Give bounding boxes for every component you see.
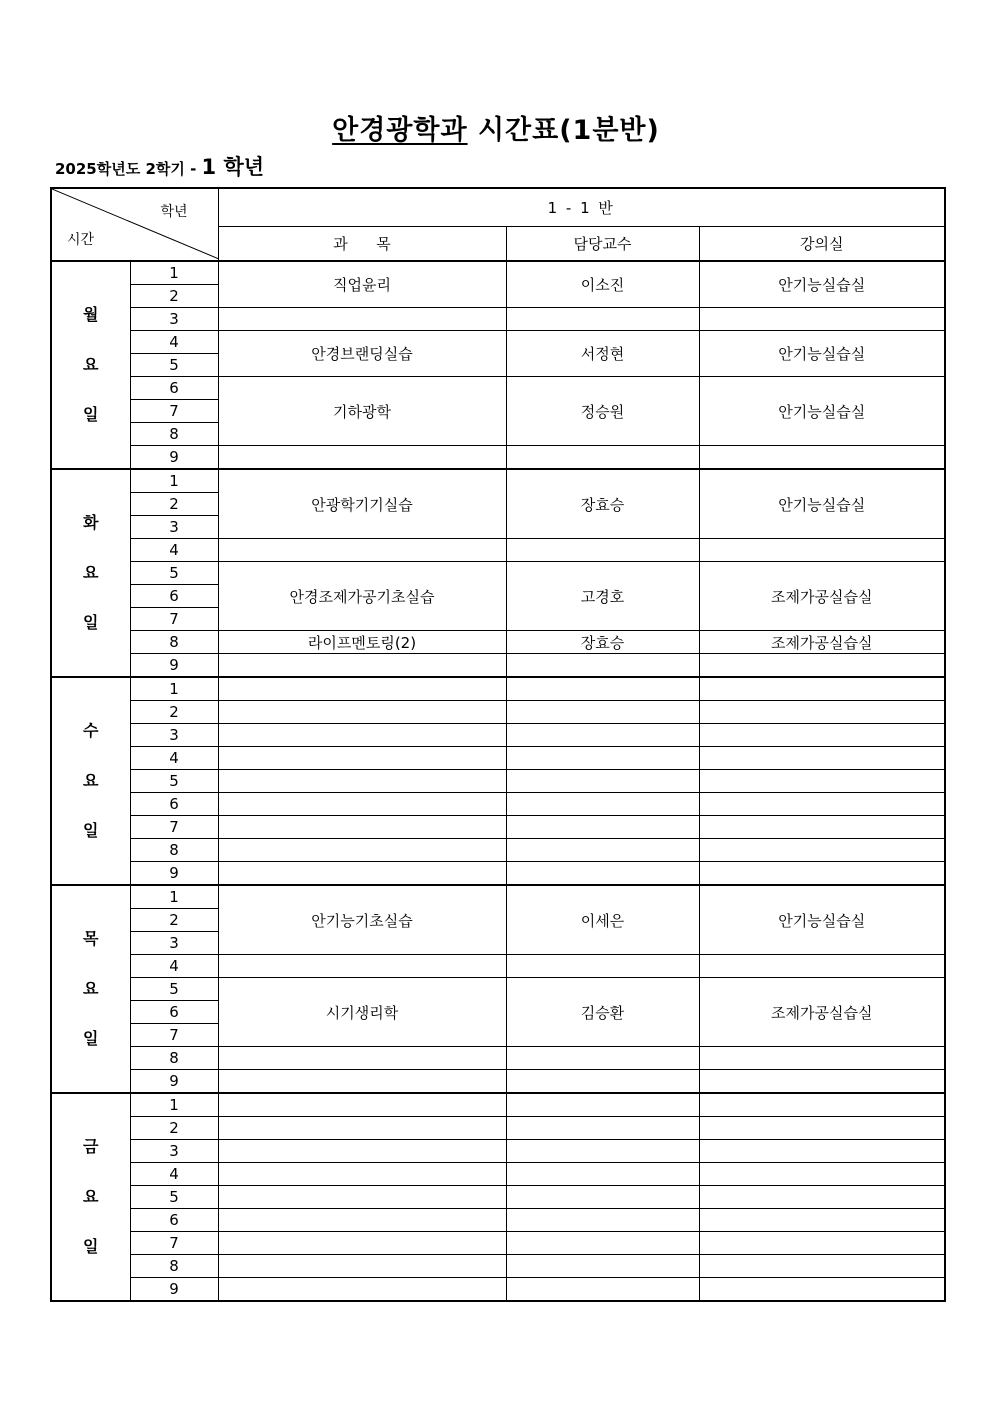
table-row [51, 331, 945, 354]
room-cell [699, 816, 945, 839]
room-cell: 안기능실습실 [699, 331, 945, 377]
day-label [51, 469, 130, 677]
subject-cell [218, 539, 506, 562]
corner-cell [51, 188, 218, 261]
subject-cell: 직업윤리 [218, 261, 506, 308]
subject-cell [218, 816, 506, 839]
professor-cell: 장효승 [506, 631, 699, 654]
timetable [50, 187, 946, 1302]
room-cell [699, 1117, 945, 1140]
subject-cell [218, 1232, 506, 1255]
room-cell [699, 724, 945, 747]
day-char: 월 [83, 305, 99, 324]
day-char: 목 [83, 929, 99, 948]
table-row [51, 1186, 945, 1209]
period-number: 1 [130, 677, 218, 701]
period-number: 3 [130, 308, 218, 331]
professor-cell [506, 862, 699, 886]
professor-cell [506, 1278, 699, 1302]
room-cell [699, 701, 945, 724]
professor-cell [506, 1047, 699, 1070]
room-cell [699, 770, 945, 793]
period-number: 8 [130, 631, 218, 654]
subject-cell [218, 955, 506, 978]
subject-cell: 시기생리학 [218, 978, 506, 1047]
subject-cell [218, 677, 506, 701]
day-char: 요 [83, 771, 99, 790]
room-cell [699, 654, 945, 678]
subject-cell [218, 862, 506, 886]
room-cell [699, 955, 945, 978]
period-number: 3 [130, 932, 218, 955]
corner-grade-label: 학년 [160, 204, 188, 220]
table-row [51, 793, 945, 816]
class-header: 1 - 1 반 [218, 188, 945, 227]
period-number: 2 [130, 493, 218, 516]
period-number: 6 [130, 377, 218, 400]
subject-cell [218, 839, 506, 862]
professor-cell: 김승환 [506, 978, 699, 1047]
subject-column-header: 과 목 [218, 227, 506, 262]
period-number: 8 [130, 1047, 218, 1070]
period-number: 9 [130, 1070, 218, 1094]
period-number: 1 [130, 1093, 218, 1117]
title-rest: 시간표(1분반) [477, 115, 660, 146]
subject-cell [218, 1255, 506, 1278]
professor-cell: 이소진 [506, 261, 699, 308]
period-number: 2 [130, 909, 218, 932]
period-number: 3 [130, 1140, 218, 1163]
professor-cell: 고경호 [506, 562, 699, 631]
table-row [51, 724, 945, 747]
table-row [51, 1047, 945, 1070]
subject-cell [218, 1140, 506, 1163]
room-cell [699, 1093, 945, 1117]
professor-cell [506, 1117, 699, 1140]
day-label [51, 677, 130, 885]
subject-cell [218, 1186, 506, 1209]
subject-cell [218, 1163, 506, 1186]
day-label [51, 885, 130, 1093]
semester-line [55, 151, 264, 181]
day-char: 요 [83, 355, 99, 374]
table-row [51, 701, 945, 724]
subject-cell [218, 724, 506, 747]
table-row [51, 446, 945, 470]
room-cell [699, 1232, 945, 1255]
table-row [51, 261, 945, 285]
professor-cell [506, 308, 699, 331]
room-cell: 안기능실습실 [699, 261, 945, 308]
day-label [51, 1093, 130, 1301]
table-row [51, 1070, 945, 1094]
period-number: 9 [130, 862, 218, 886]
table-row [51, 377, 945, 400]
period-number: 7 [130, 1232, 218, 1255]
room-cell [699, 539, 945, 562]
period-number: 8 [130, 423, 218, 446]
day-char: 금 [83, 1137, 99, 1156]
room-cell: 안기능실습실 [699, 885, 945, 955]
table-row [51, 816, 945, 839]
table-row [51, 654, 945, 678]
day-char: 일 [83, 1237, 99, 1256]
period-number: 9 [130, 654, 218, 678]
period-number: 8 [130, 839, 218, 862]
subject-cell [218, 1278, 506, 1302]
period-number: 9 [130, 446, 218, 470]
professor-cell [506, 1232, 699, 1255]
grade-text: 1 학년 [201, 155, 265, 179]
period-number: 2 [130, 701, 218, 724]
professor-cell [506, 747, 699, 770]
room-cell: 조제가공실습실 [699, 562, 945, 631]
room-cell [699, 446, 945, 470]
table-row [51, 1163, 945, 1186]
period-number: 5 [130, 562, 218, 585]
subject-cell [218, 446, 506, 470]
period-number: 7 [130, 608, 218, 631]
subject-cell: 기하광학 [218, 377, 506, 446]
professor-cell [506, 1093, 699, 1117]
professor-cell: 정승원 [506, 377, 699, 446]
table-row [51, 1093, 945, 1117]
professor-cell [506, 1255, 699, 1278]
room-cell: 조제가공실습실 [699, 631, 945, 654]
table-row [51, 885, 945, 909]
professor-cell [506, 724, 699, 747]
period-number: 3 [130, 724, 218, 747]
day-char: 화 [83, 513, 99, 532]
room-cell [699, 1209, 945, 1232]
subject-cell [218, 308, 506, 331]
table-row [51, 631, 945, 654]
table-row [51, 1255, 945, 1278]
table-row [51, 839, 945, 862]
day-char: 요 [83, 1187, 99, 1206]
room-cell [699, 1278, 945, 1302]
table-row [51, 1209, 945, 1232]
professor-cell [506, 955, 699, 978]
professor-cell: 이세은 [506, 885, 699, 955]
subject-cell [218, 1093, 506, 1117]
table-row [51, 862, 945, 886]
subject-cell [218, 1209, 506, 1232]
period-number: 4 [130, 539, 218, 562]
period-number: 7 [130, 1024, 218, 1047]
period-number: 6 [130, 793, 218, 816]
day-char: 일 [83, 1029, 99, 1048]
period-number: 3 [130, 516, 218, 539]
room-cell [699, 1163, 945, 1186]
period-number: 4 [130, 1163, 218, 1186]
room-cell [699, 1186, 945, 1209]
day-char: 요 [83, 979, 99, 998]
period-number: 7 [130, 816, 218, 839]
page-title [0, 108, 992, 147]
room-column-header: 강의실 [699, 227, 945, 262]
professor-cell: 장효승 [506, 469, 699, 539]
table-row [51, 1232, 945, 1255]
subject-cell: 안경브랜딩실습 [218, 331, 506, 377]
day-label [51, 261, 130, 469]
period-number: 6 [130, 1209, 218, 1232]
subject-cell: 라이프멘토링(2) [218, 631, 506, 654]
semester-text: 2025학년도 2학기 - [55, 160, 197, 178]
period-number: 6 [130, 1001, 218, 1024]
table-row [51, 539, 945, 562]
subject-cell [218, 654, 506, 678]
subject-cell [218, 701, 506, 724]
room-cell [699, 1255, 945, 1278]
day-char: 일 [83, 405, 99, 424]
professor-cell: 서정현 [506, 331, 699, 377]
period-number: 2 [130, 1117, 218, 1140]
professor-cell [506, 1209, 699, 1232]
period-number: 7 [130, 400, 218, 423]
period-number: 4 [130, 955, 218, 978]
room-cell [699, 1140, 945, 1163]
period-number: 5 [130, 770, 218, 793]
subject-cell: 안경조제가공기초실습 [218, 562, 506, 631]
subject-cell [218, 1047, 506, 1070]
table-row [51, 677, 945, 701]
period-number: 5 [130, 978, 218, 1001]
period-number: 8 [130, 1255, 218, 1278]
table-row [51, 978, 945, 1001]
table-row [51, 770, 945, 793]
period-number: 1 [130, 885, 218, 909]
professor-cell [506, 1140, 699, 1163]
professor-cell [506, 446, 699, 470]
room-cell: 조제가공실습실 [699, 978, 945, 1047]
professor-cell [506, 677, 699, 701]
professor-cell [506, 793, 699, 816]
title-department: 안경광학과 [332, 115, 468, 146]
table-row [51, 308, 945, 331]
room-cell [699, 862, 945, 886]
professor-cell [506, 654, 699, 678]
corner-time-label: 시간 [67, 232, 95, 248]
table-row [51, 1278, 945, 1302]
professor-cell [506, 701, 699, 724]
table-row [51, 562, 945, 585]
subject-cell [218, 770, 506, 793]
professor-cell [506, 539, 699, 562]
subject-cell [218, 1070, 506, 1094]
day-char: 요 [83, 563, 99, 582]
table-row [51, 469, 945, 493]
period-number: 5 [130, 354, 218, 377]
period-number: 5 [130, 1186, 218, 1209]
period-number: 6 [130, 585, 218, 608]
period-number: 4 [130, 747, 218, 770]
professor-cell [506, 770, 699, 793]
table-row [51, 955, 945, 978]
room-cell [699, 677, 945, 701]
professor-cell [506, 839, 699, 862]
table-row [51, 1140, 945, 1163]
room-cell [699, 1047, 945, 1070]
period-number: 1 [130, 469, 218, 493]
professor-cell [506, 1070, 699, 1094]
subject-cell [218, 793, 506, 816]
subject-cell: 안광학기기실습 [218, 469, 506, 539]
subject-cell: 안기능기초실습 [218, 885, 506, 955]
period-number: 4 [130, 331, 218, 354]
day-char: 일 [83, 821, 99, 840]
professor-cell [506, 1163, 699, 1186]
table-row [51, 747, 945, 770]
professor-cell [506, 1186, 699, 1209]
day-char: 일 [83, 613, 99, 632]
room-cell: 안기능실습실 [699, 377, 945, 446]
period-number: 1 [130, 261, 218, 285]
room-cell: 안기능실습실 [699, 469, 945, 539]
professor-column-header: 담당교수 [506, 227, 699, 262]
room-cell [699, 747, 945, 770]
room-cell [699, 308, 945, 331]
table-row [51, 1117, 945, 1140]
day-char: 수 [83, 721, 99, 740]
room-cell [699, 793, 945, 816]
room-cell [699, 1070, 945, 1094]
subject-cell [218, 1117, 506, 1140]
subject-cell [218, 747, 506, 770]
room-cell [699, 839, 945, 862]
period-number: 9 [130, 1278, 218, 1302]
period-number: 2 [130, 285, 218, 308]
professor-cell [506, 816, 699, 839]
